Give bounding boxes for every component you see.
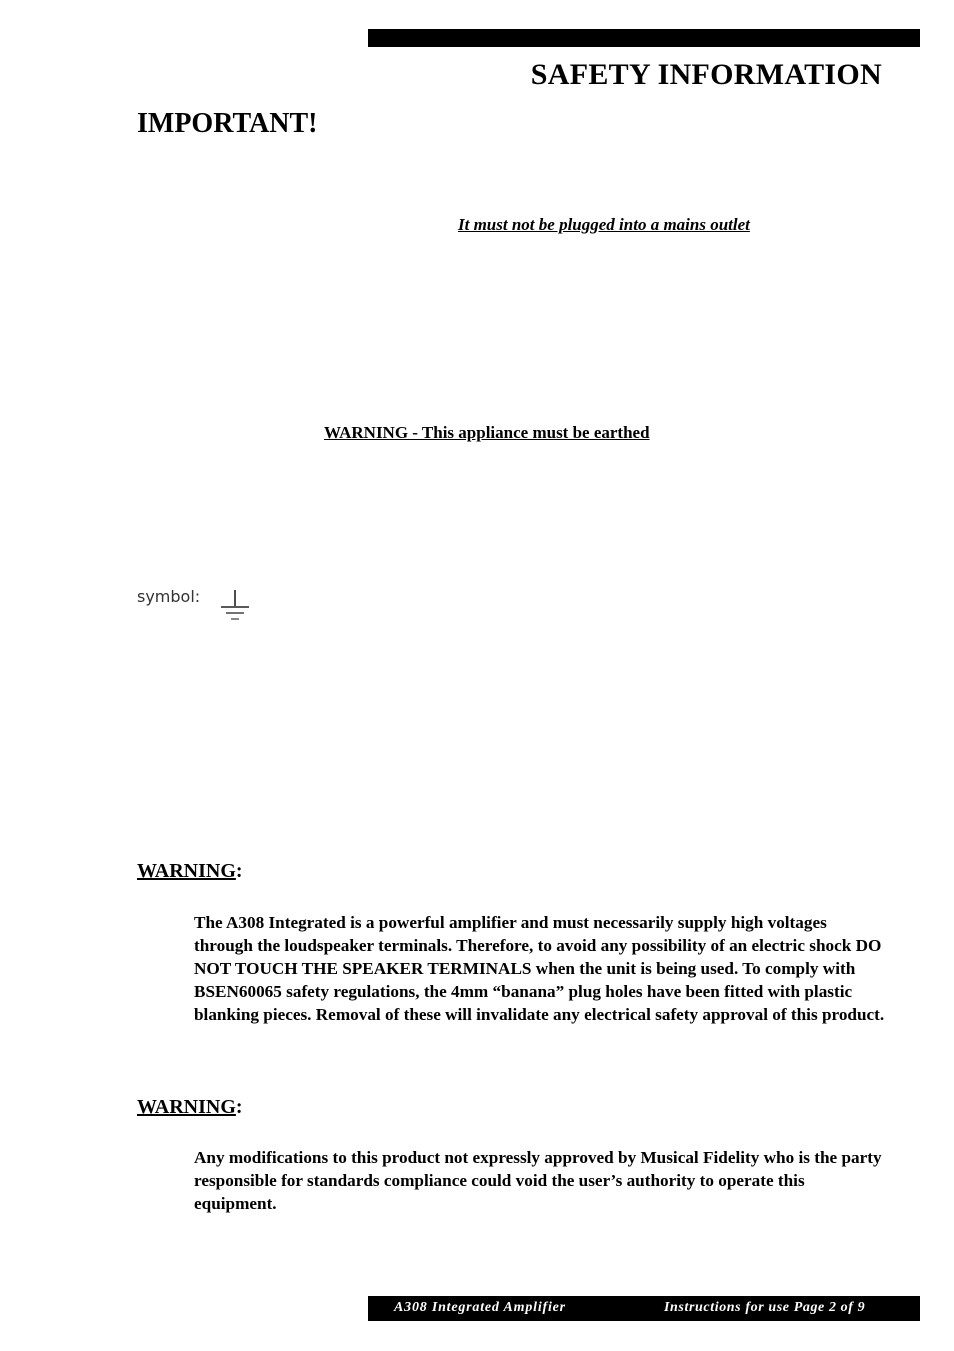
page-title: SAFETY INFORMATION	[530, 58, 882, 91]
warning-text-modifications: Any modifications to this product not expressly approved by Musical Fidelity who is the party responsible for standards compliance could void the user’s authority to operate this equipment.	[194, 1148, 882, 1213]
earth-warning: WARNING - This appliance must be earthed	[324, 423, 650, 442]
footer-page-info: Instructions for use Page 2 of 9	[664, 1300, 866, 1315]
earth-symbol	[137, 586, 257, 628]
important-heading: IMPORTANT!	[137, 108, 318, 139]
warning-heading-colon: :	[235, 860, 243, 882]
warning-heading-text: WARNING	[137, 860, 236, 882]
earth-ground-icon	[217, 588, 253, 624]
footer-product: A308 Integrated Amplifier	[394, 1300, 566, 1315]
warning-text-speaker: The A308 Integrated is a powerful amplifier and must necessarily supply high voltages through the loudspeaker terminals. Therefore, to avoid any possibility of an electric shock DO NOT TOUCH THE SPEAKER TERMINALS when the unit is being used. To comply with BSEN60065 safety regulations, the 4mm “banana” plug holes have been fitted with plastic blanking pieces. Removal of these will invalidate any electrical safety approval of this product.	[194, 913, 885, 1024]
symbol-label: symbol:	[137, 587, 201, 606]
warning-heading-modifications	[137, 1096, 243, 1119]
header-rule	[368, 29, 920, 47]
warning-heading-speaker	[137, 860, 243, 883]
warning-heading-text: WARNING	[137, 1096, 236, 1118]
mains-outlet-note: It must not be plugged into a mains outlet	[458, 215, 750, 234]
warning-heading-colon: :	[235, 1096, 243, 1118]
footer-bar	[368, 1296, 920, 1321]
